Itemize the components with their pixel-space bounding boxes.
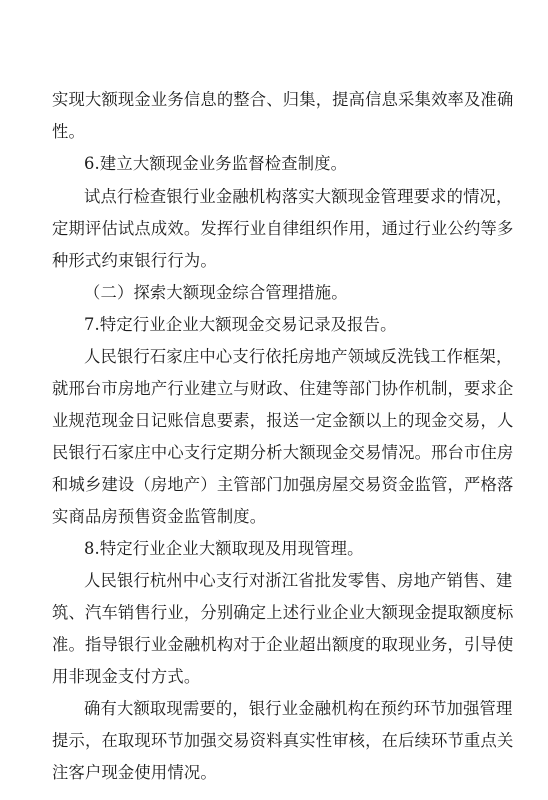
text-line: 人民银行石家庄中心支行依托房地产领域反洗钱工作框架， <box>84 347 513 366</box>
text-line: 就邢台市房地产行业建立与财政、住建等部门协作机制，要求企 <box>52 379 514 398</box>
section-heading: 7.特定行业企业大额现金交易记录及报告。 <box>84 315 397 334</box>
text-line: 定期评估试点成效。发挥行业自律组织作用，通过行业公约等多 <box>52 219 514 238</box>
text-line: 种形式约束银行行为。 <box>52 251 217 270</box>
text-line: 业规范现金日记账信息要素，报送一定金额以上的现金交易，人 <box>52 411 514 430</box>
text-line: 民银行石家庄中心支行定期分析大额现金交易情况。邢台市住房 <box>52 443 514 462</box>
text-line: 和城乡建设（房地产）主管部门加强房屋交易资金监管，严格落 <box>52 475 514 494</box>
text-line: 性。 <box>52 122 85 141</box>
text-line: 提示，在取现环节加强交易资料真实性审核，在后续环节重点关 <box>52 731 514 750</box>
section-heading: 6.建立大额现金业务监督检查制度。 <box>84 154 348 173</box>
section-heading: 8.特定行业企业大额取现及用现管理。 <box>84 539 364 558</box>
text-line: 实商品房预售资金监管制度。 <box>52 507 267 526</box>
text-line: 试点行检查银行业金融机构落实大额现金管理要求的情况， <box>84 187 513 206</box>
section-heading: （二）探索大额现金综合管理措施。 <box>84 283 348 302</box>
text-line: 筑、汽车销售行业，分别确定上述行业企业大额现金提取额度标 <box>52 603 514 622</box>
text-line: 人民银行杭州中心支行对浙江省批发零售、房地产销售、建 <box>84 571 513 590</box>
text-line: 准。指导银行业金融机构对于企业超出额度的取现业务，引导使 <box>52 635 514 654</box>
text-line: 用非现金支付方式。 <box>52 667 201 686</box>
text-line: 实现大额现金业务信息的整合、归集，提高信息采集效率及准确 <box>52 90 514 109</box>
text-line: 注客户现金使用情况。 <box>52 763 217 782</box>
text-line: 确有大额取现需要的，银行业金融机构在预约环节加强管理 <box>84 699 513 718</box>
